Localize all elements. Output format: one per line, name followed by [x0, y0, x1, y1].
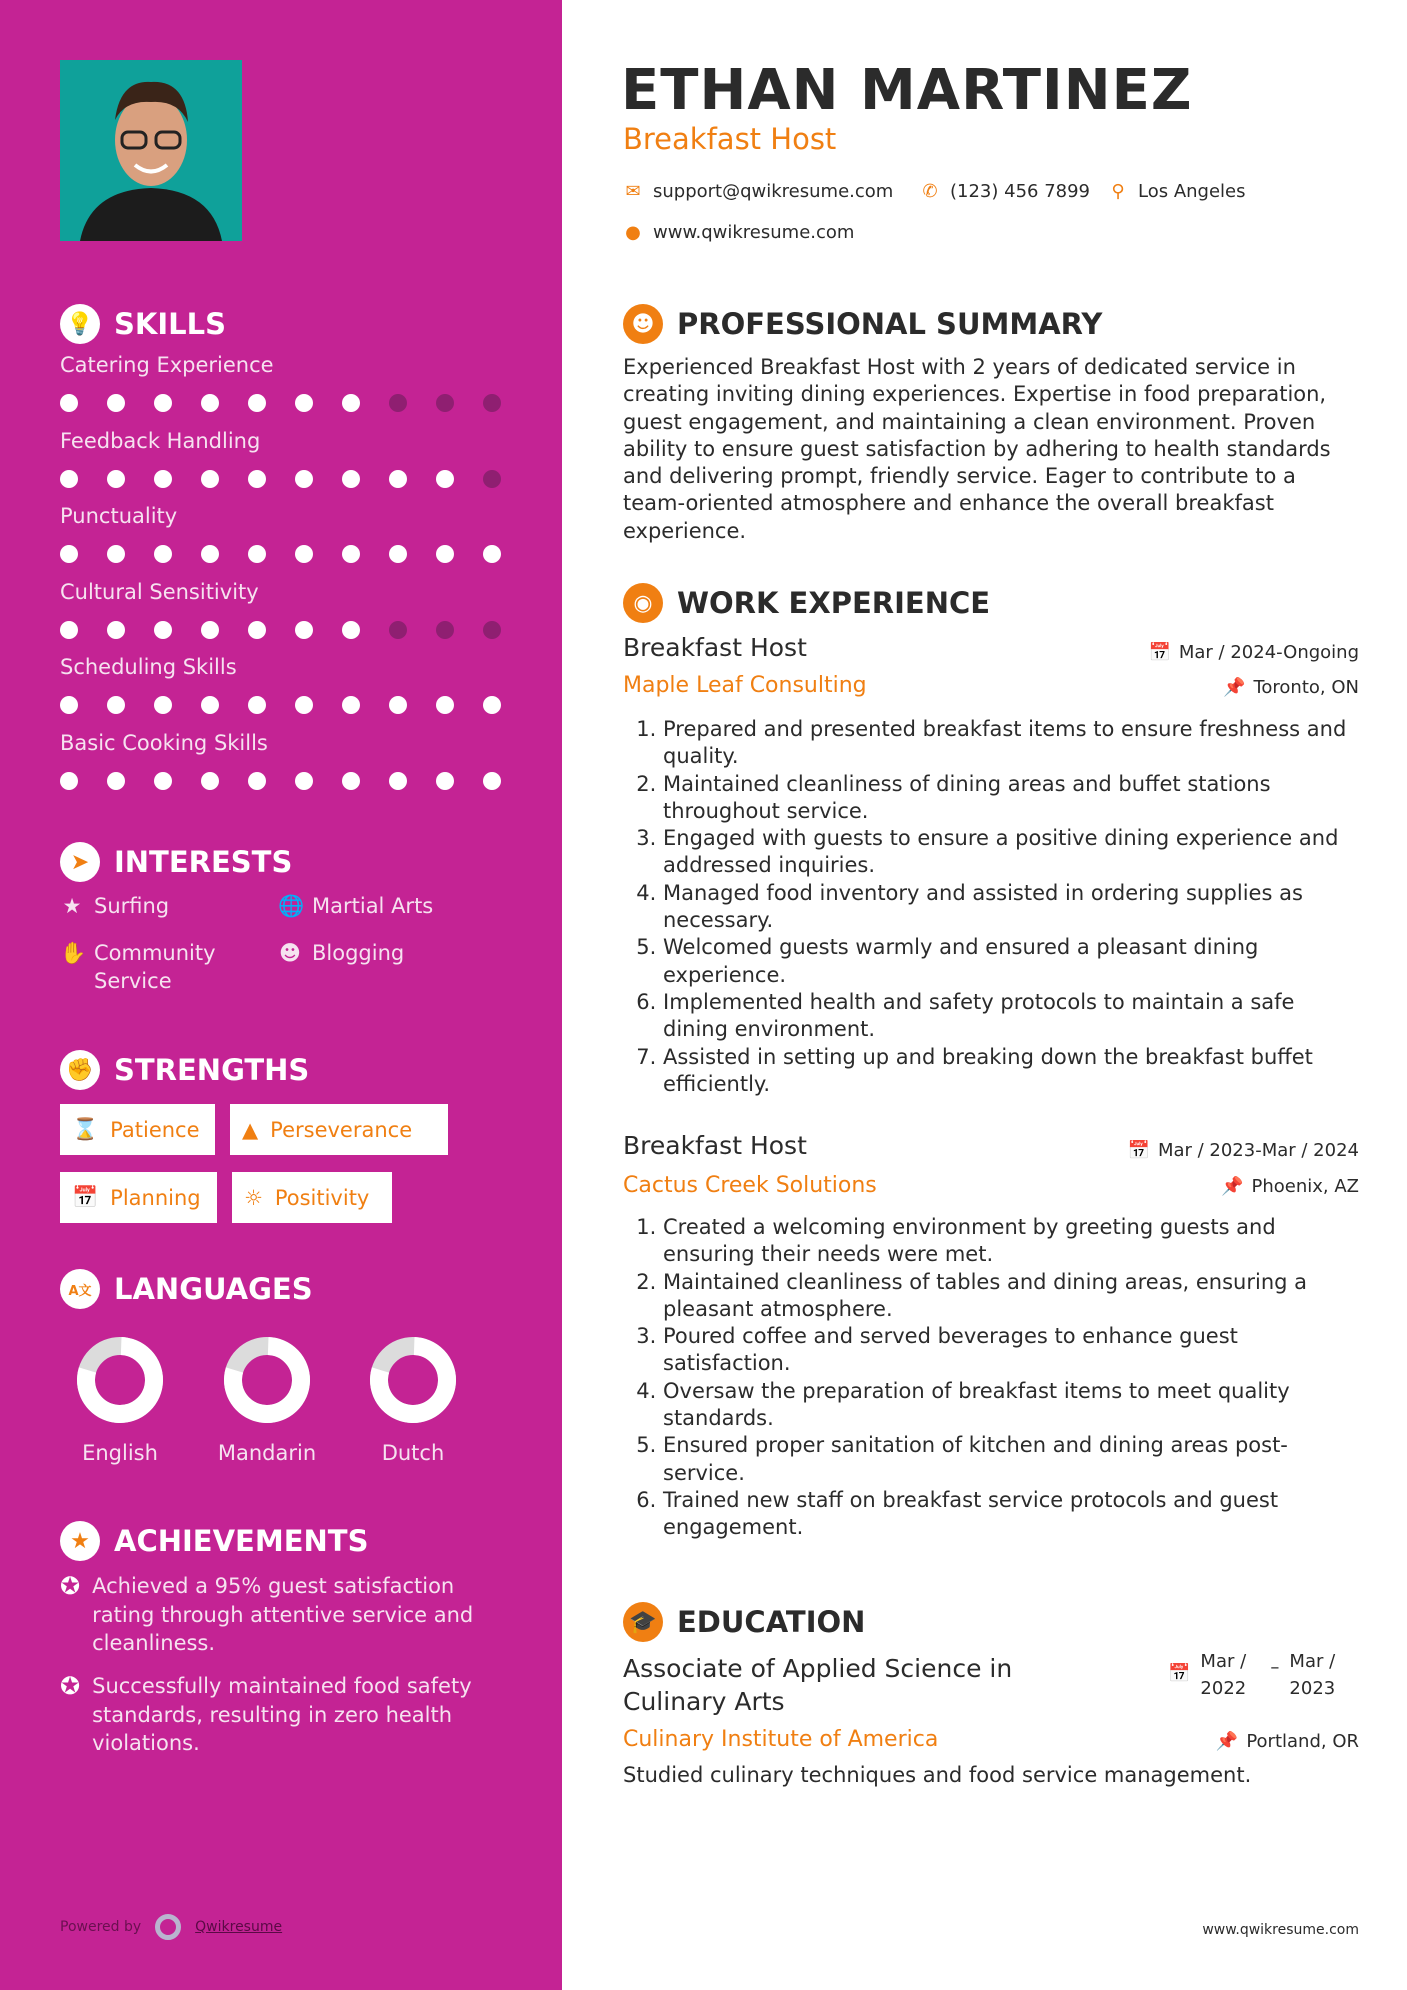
job-location: 📌 Toronto, ON [1223, 677, 1359, 698]
rating-dot [483, 470, 501, 488]
skill-label: Feedback Handling [60, 428, 261, 453]
interest-item: ☻ Blogging [279, 941, 405, 965]
rating-dot [154, 772, 172, 790]
duty-item: 6. Trained new staff on breakfast service protocols and guest engagement. [663, 1487, 1360, 1542]
duty-item: 5. Welcomed guests warmly and ensured a pleasant dining experience. [663, 934, 1360, 989]
rating-dot [389, 772, 407, 790]
duty-item: 2. Maintained cleanliness of tables and dining areas, ensuring a pleasant atmosphere. [663, 1269, 1360, 1324]
footer-website[interactable]: www.qwikresume.com [1202, 1922, 1359, 1938]
rating-dot [201, 696, 219, 714]
language-donut [76, 1336, 164, 1428]
job-location: 📌 Phoenix, AZ [1221, 1176, 1359, 1197]
rating-dot [154, 394, 172, 412]
education-location: 📌 Portland, OR [1215, 1731, 1359, 1752]
summary-heading: ☻ PROFESSIONAL SUMMARY [623, 304, 1102, 344]
rating-dot [389, 470, 407, 488]
star-icon: ★ [62, 894, 82, 918]
duty-item: 6. Implemented health and safety protocols to maintain a safe dining environment. [663, 989, 1360, 1044]
rating-dot [483, 394, 501, 412]
languages-heading: A文 LANGUAGES [60, 1269, 313, 1309]
education-description: Studied culinary techniques and food service management. [623, 1763, 1252, 1787]
rating-dot [60, 621, 78, 639]
rating-dot [201, 470, 219, 488]
strength-tag: 📅 Planning [60, 1172, 217, 1223]
achievement-item: ✪ Successfully maintained food safety standards, resulting in zero health violations. [60, 1672, 500, 1758]
interests-heading: ➤ INTERESTS [60, 842, 292, 882]
rating-dot [107, 470, 125, 488]
duties-list [640, 1214, 1360, 1542]
rating-dot [342, 545, 360, 563]
rating-dot [295, 394, 313, 412]
summary-text: Experienced Breakfast Host with 2 years of dedicated service in creating inviting dining experiences. Expertise in food preparation, guest engagement, and maintaining a clean environment. Proven ability to ensure guest satisfaction by adhering to health standards and delivering prompt, friendly service. Eager to contribute to a team-oriented atmosphere and enhance the overall breakfast experience. [623, 355, 1331, 543]
rating-dot [389, 621, 407, 639]
rating-dot [154, 470, 172, 488]
interest-item: ✋ Community Service [60, 941, 216, 993]
award-star-icon: ★ [60, 1521, 100, 1561]
rating-dot [436, 470, 454, 488]
education-dates: 📅 Mar / 2022 – Mar / 2023 [1168, 1648, 1349, 1702]
rating-dot [436, 394, 454, 412]
rating-dot [342, 394, 360, 412]
job-dates: 📅 Mar / 2024-Ongoing [1148, 642, 1359, 663]
rating-dot [201, 545, 219, 563]
degree: Associate of Applied Science in Culinary Arts [623, 1654, 1013, 1716]
candidate-name: ETHAN MARTINEZ [621, 58, 1193, 123]
rating-dot [436, 772, 454, 790]
sidebar [0, 0, 562, 1990]
map-pin-icon: ⚲ [1111, 181, 1125, 202]
skill-label: Basic Cooking Skills [60, 730, 268, 755]
skill-rating [60, 772, 501, 790]
strength-tag: ⌛ Patience [60, 1104, 215, 1155]
language-icon: A文 [60, 1269, 100, 1309]
language-donut [223, 1336, 311, 1428]
job-title: Breakfast Host [623, 122, 837, 156]
rating-dot [342, 696, 360, 714]
duty-item: 5. Ensured proper sanitation of kitchen and dining areas post-service. [663, 1432, 1360, 1487]
duty-item: 2. Maintained cleanliness of dining areas and buffet stations throughout service. [663, 771, 1360, 826]
rating-dot [342, 772, 360, 790]
strengths-heading: ✊ STRENGTHS [60, 1050, 309, 1090]
qwikresume-logo-icon [155, 1914, 181, 1940]
duty-item: 4. Managed food inventory and assisted in ordering supplies as necessary. [663, 880, 1360, 935]
work-heading: ◉ WORK EXPERIENCE [623, 583, 990, 623]
rating-dot [436, 621, 454, 639]
contact-email: ✉ support@qwikresume.com [623, 181, 893, 202]
calendar-icon: 📅 [1168, 1663, 1191, 1684]
lightbulb-icon: 💡 [60, 304, 100, 344]
skill-label: Cultural Sensitivity [60, 579, 259, 604]
rating-dot [107, 696, 125, 714]
rating-dot [60, 772, 78, 790]
rating-dot [483, 545, 501, 563]
powered-by: Powered by Qwikresume [60, 1914, 282, 1940]
phone-icon: ✆ [922, 181, 938, 202]
skill-label: Catering Experience [60, 353, 274, 377]
rating-dot [248, 394, 266, 412]
rating-dot [201, 621, 219, 639]
pushpin-icon: 📌 [1223, 677, 1246, 698]
job-dates: 📅 Mar / 2023-Mar / 2024 [1127, 1140, 1359, 1161]
duty-item: 4. Oversaw the preparation of breakfast items to meet quality standards. [663, 1378, 1360, 1433]
rating-dot [154, 696, 172, 714]
achievement-item: ✪ Achieved a 95% guest satisfaction rating through attentive service and cleanliness. [60, 1572, 500, 1658]
job-title: Breakfast Host [623, 633, 807, 662]
rating-dot [60, 545, 78, 563]
skill-rating [60, 394, 501, 412]
strength-tag: ▲ Perseverance [230, 1104, 448, 1155]
language-label: Mandarin [217, 1441, 317, 1465]
rating-dot [154, 621, 172, 639]
skill-rating [60, 696, 501, 714]
rating-dot [107, 394, 125, 412]
shooting-star-icon: ✪ [60, 1672, 81, 1700]
hand-icon: ✋ [60, 941, 87, 965]
calendar-icon: 📅 [1148, 642, 1171, 663]
contact-website: ● www.qwikresume.com [623, 222, 854, 243]
rating-dot [342, 621, 360, 639]
company-name: Maple Leaf Consulting [623, 673, 867, 698]
profile-photo [60, 60, 242, 241]
paper-plane-icon: ➤ [60, 842, 100, 882]
rating-dot [107, 772, 125, 790]
rating-dot [248, 545, 266, 563]
language-donut [369, 1336, 457, 1428]
rating-dot [60, 470, 78, 488]
company-name: Cactus Creek Solutions [623, 1173, 877, 1198]
sun-icon: ☼ [244, 1185, 263, 1210]
shooting-star-icon: ✪ [60, 1572, 81, 1600]
duty-item: 3. Poured coffee and served beverages to enhance guest satisfaction. [663, 1323, 1360, 1378]
qwikresume-link[interactable]: Qwikresume [195, 1919, 283, 1935]
language-label: Dutch [381, 1441, 445, 1465]
rating-dot [389, 394, 407, 412]
road-icon: ▲ [242, 1117, 259, 1142]
contact-location: ⚲ Los Angeles [1108, 181, 1246, 202]
rating-dot [248, 470, 266, 488]
envelope-icon: ✉ [625, 181, 641, 202]
rating-dot [154, 545, 172, 563]
globe-icon: 🌐 [278, 894, 305, 918]
rating-dot [248, 696, 266, 714]
rating-dot [107, 545, 125, 563]
date-separator: – [1270, 1657, 1280, 1678]
skill-rating [60, 545, 501, 563]
rating-dot [295, 772, 313, 790]
duty-item: 7. Assisted in setting up and breaking down the breakfast buffet efficiently. [663, 1044, 1360, 1099]
rating-dot [436, 696, 454, 714]
duty-item: 1. Created a welcoming environment by greeting guests and ensuring their needs were met. [663, 1214, 1360, 1269]
duty-item: 3. Engaged with guests to ensure a positive dining experience and addressed inquiries. [663, 825, 1360, 880]
fist-icon: ✊ [60, 1050, 100, 1090]
hourglass-icon: ⌛ [72, 1117, 99, 1141]
school-name: Culinary Institute of America [623, 1727, 939, 1752]
rating-dot [295, 545, 313, 563]
interest-item: ★ Surfing [60, 892, 169, 920]
language-label: English [82, 1441, 158, 1465]
rating-dot [295, 696, 313, 714]
pushpin-icon: 📌 [1215, 1731, 1239, 1752]
interest-item: 🌐 Martial Arts [278, 894, 434, 918]
rating-dot [201, 772, 219, 790]
skill-label: Scheduling Skills [60, 655, 237, 679]
globe-icon: ● [625, 222, 641, 243]
calendar-icon: 📅 [1127, 1140, 1150, 1161]
rating-dot [60, 394, 78, 412]
achievements-heading: ★ ACHIEVEMENTS [60, 1521, 368, 1561]
strength-tag: ☼ Positivity [232, 1172, 392, 1223]
duty-item: 1. Prepared and presented breakfast items to ensure freshness and quality. [663, 716, 1360, 771]
calendar-icon: 📅 [72, 1185, 99, 1209]
rating-dot [107, 621, 125, 639]
users-icon: ☻ [279, 941, 301, 965]
skill-rating [60, 621, 501, 639]
duties-list [640, 716, 1360, 1098]
rating-dot [295, 470, 313, 488]
contact-phone: ✆ (123) 456 7899 [920, 181, 1090, 202]
user-icon: ☻ [623, 304, 663, 344]
pushpin-icon: 📌 [1221, 1176, 1244, 1197]
rating-dot [342, 470, 360, 488]
graduate-icon: 🎓 [623, 1602, 663, 1642]
job-title: Breakfast Host [623, 1131, 807, 1160]
rating-dot [483, 772, 501, 790]
briefcase-icon: ◉ [623, 583, 663, 623]
rating-dot [389, 696, 407, 714]
rating-dot [483, 696, 501, 714]
rating-dot [295, 621, 313, 639]
skill-rating [60, 470, 501, 488]
rating-dot [389, 545, 407, 563]
rating-dot [60, 696, 78, 714]
skills-heading: 💡 SKILLS [60, 304, 226, 344]
rating-dot [201, 394, 219, 412]
rating-dot [483, 621, 501, 639]
education-heading: 🎓 EDUCATION [623, 1602, 865, 1642]
skill-label: Punctuality [60, 504, 178, 528]
rating-dot [436, 545, 454, 563]
rating-dot [248, 621, 266, 639]
rating-dot [248, 772, 266, 790]
